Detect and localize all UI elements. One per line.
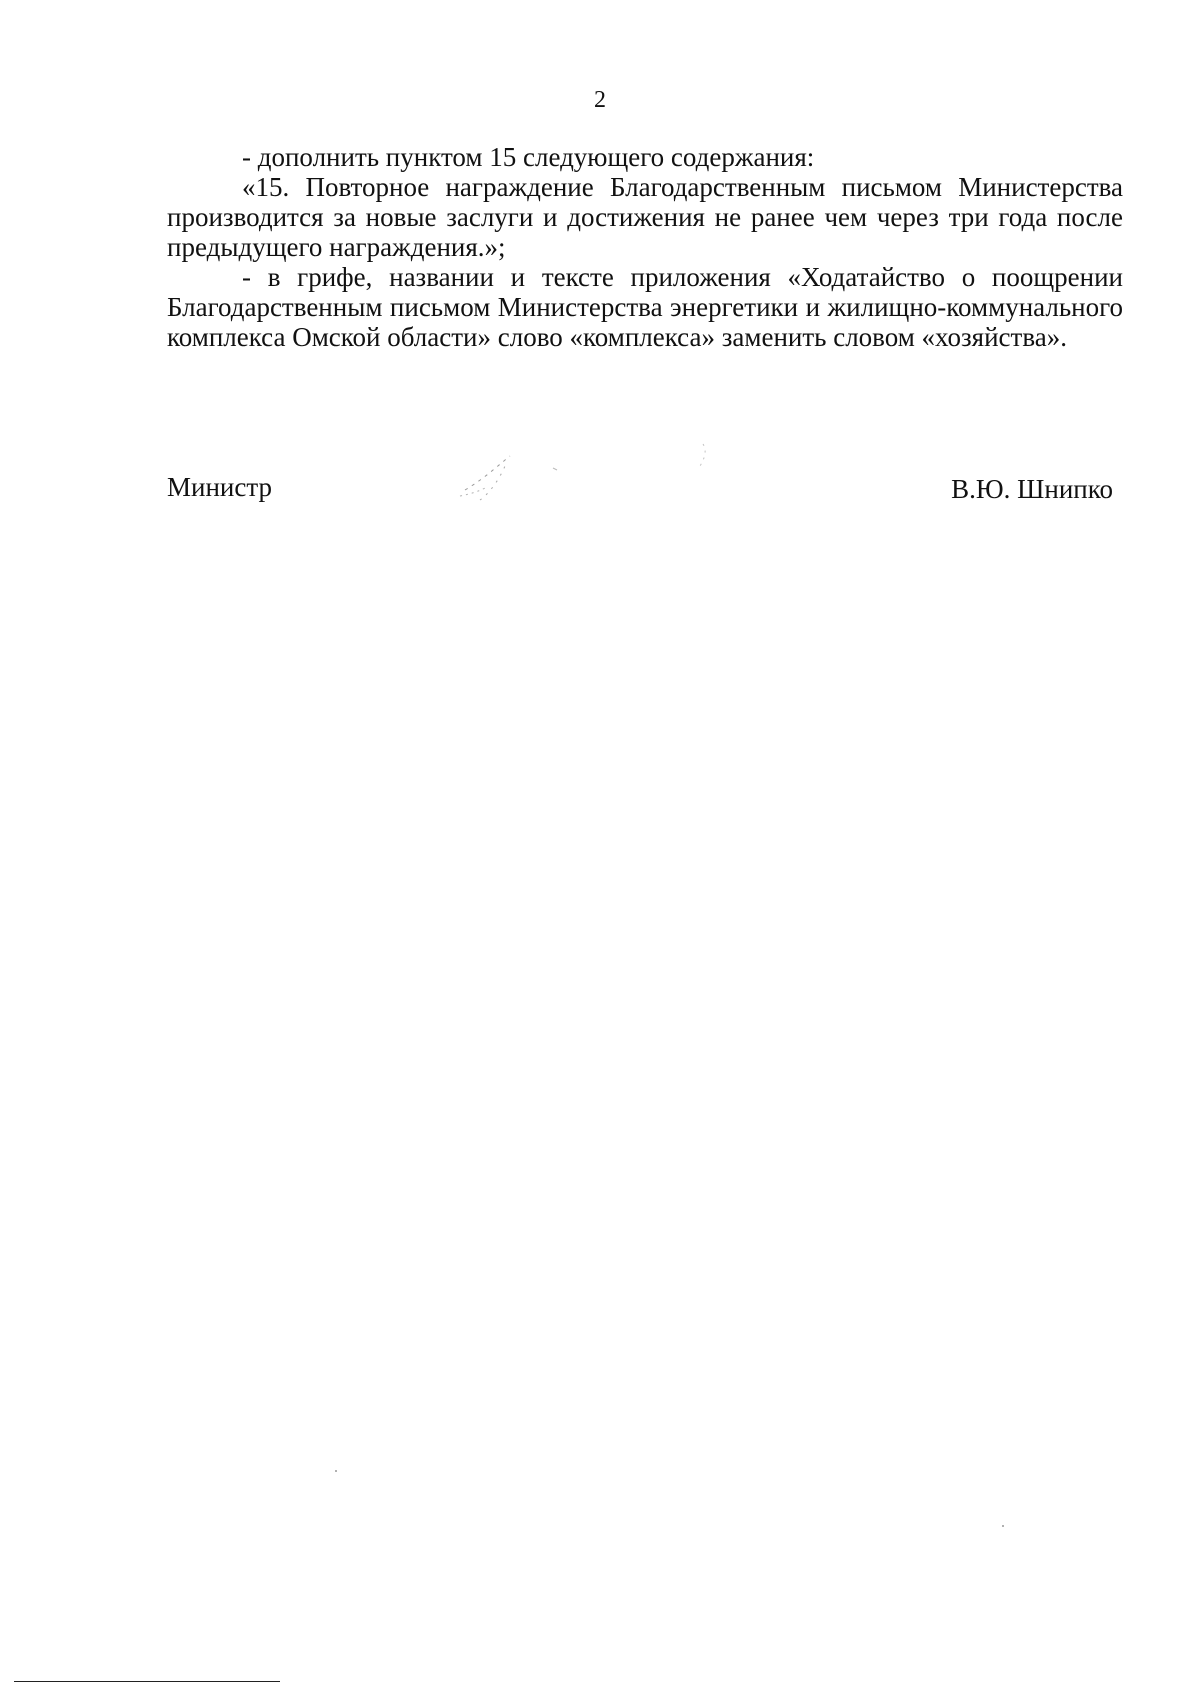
scan-speck [335,1470,337,1472]
paragraph-amendment-intro: - дополнить пунктом 15 следующего содержания: [242,142,815,172]
signatory-name: В.Ю. Шнипко [951,474,1113,504]
paragraph-item-15: «15. Повторное награждение Благодарственным письмом Министерства производится за новые заслуги и достижения не ранее чем через три года после предыдущего награждения.»; [167,172,1123,262]
page-number: 2 [594,87,606,113]
signature-row [167,470,1123,510]
signatory-title: Министр [167,472,272,502]
paragraph-annex-replacement: - в грифе, названии и тексте приложения «Ходатайство о поощрении Благодарственным письмом Министерства энергетики и жилищно-коммунального комплекса Омской области» слово «комплекса» заменить словом «хозяйства». [167,262,1123,352]
document-body [167,142,1123,352]
scan-speck [1002,1525,1004,1527]
footer-rule [14,1681,280,1682]
